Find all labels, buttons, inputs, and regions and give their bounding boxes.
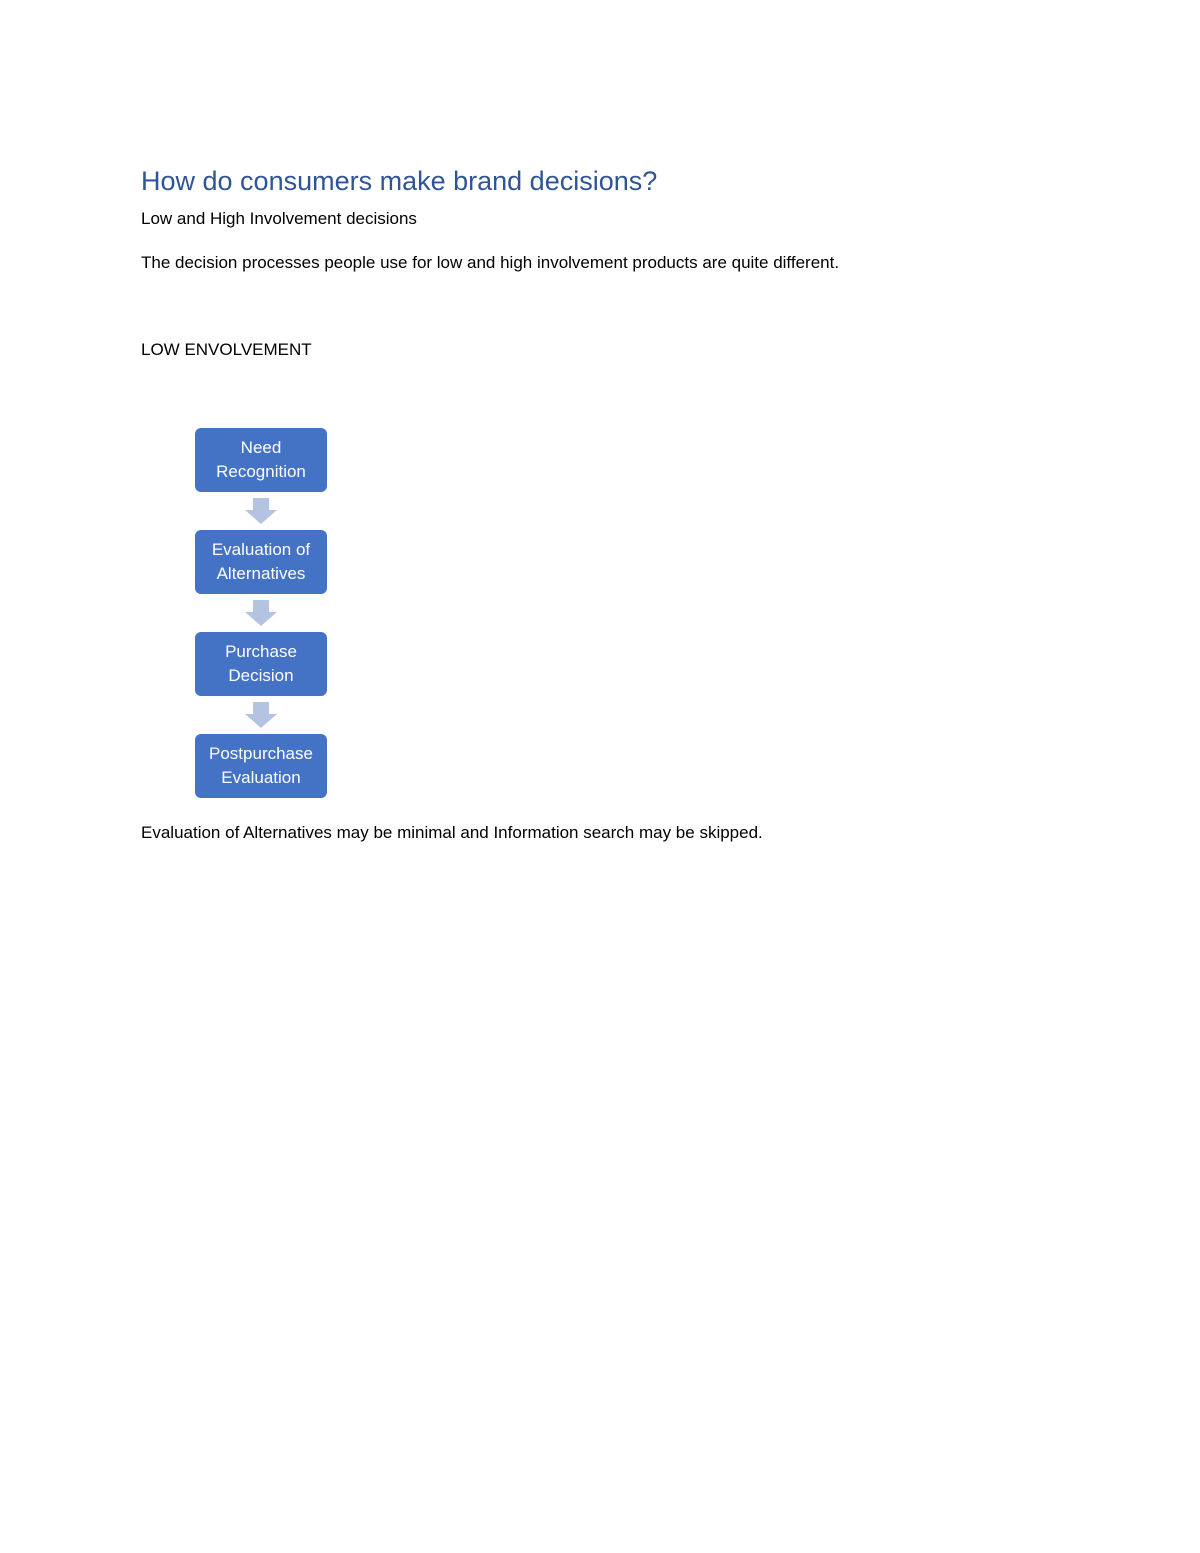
flow-step-evaluation-of-alternatives [195, 530, 327, 594]
page-title: How do consumers make brand decisions? [141, 166, 658, 196]
subtitle: Low and High Involvement decisions [141, 209, 417, 228]
intro-paragraph: The decision processes people use for low and high involvement products are quite different. [141, 253, 840, 272]
section-label: LOW ENVOLVEMENT [141, 340, 312, 359]
flow-step-text-line: Recognition [216, 462, 306, 481]
flow-step-text-line: Need [240, 438, 282, 457]
flow-step-purchase-decision [195, 632, 327, 696]
flow-step-text-line: Purchase [225, 642, 297, 661]
flow-step-text-line: Decision [228, 666, 294, 685]
down-arrow-icon [195, 492, 327, 530]
flow-step-text-line: Evaluation of [211, 540, 311, 559]
flow-step-text-line: Alternatives [216, 564, 306, 583]
flow-step-postpurchase-evaluation [195, 734, 327, 798]
flow-step-text-line: Evaluation [221, 768, 301, 787]
decision-flow-diagram [195, 428, 327, 798]
conclusion-paragraph: Evaluation of Alternatives may be minimal and Information search may be skipped. [141, 823, 763, 842]
down-arrow-icon [195, 594, 327, 632]
flow-step-text-line: Postpurchase [209, 744, 313, 763]
flow-step-need-recognition [195, 428, 327, 492]
down-arrow-icon [195, 696, 327, 734]
